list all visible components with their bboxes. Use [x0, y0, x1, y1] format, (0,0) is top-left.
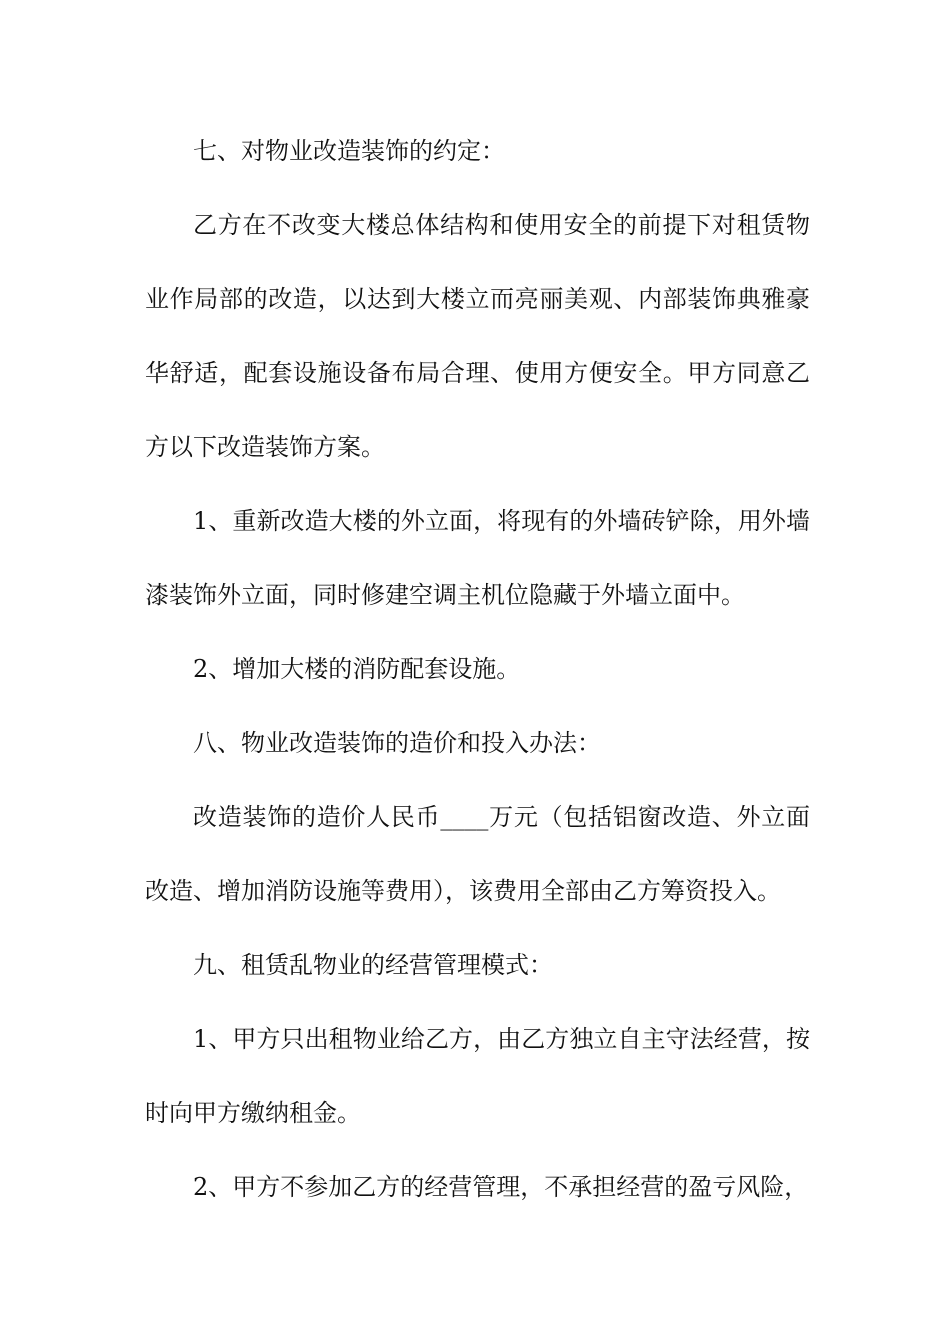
- paragraph-item-1-facade: 1、重新改造大楼的外立面，将现有的外墙砖铲除，用外墙漆装饰外立面，同时修建空调主机位隐藏于外墙立面中。: [145, 507, 810, 609]
- paragraph-cost: 改造装饰的造价人民币____万元（包括铝窗改造、外立面改造、增加消防设施等费用），该费用全部由乙方筹资投入。: [145, 803, 810, 905]
- section-heading-8: 八、物业改造装饰的造价和投入办法：: [193, 729, 601, 757]
- paragraph-renovation-terms: 乙方在不改变大楼总体结构和使用安全的前提下对租赁物业作局部的改造，以达到大楼立而亮丽美观、内部装饰典雅豪华舒适，配套设施设备布局合理、使用方便安全。甲方同意乙方以下改造装饰方案。: [145, 211, 810, 461]
- section-heading-9: 九、租赁乱物业的经营管理模式：: [193, 951, 553, 979]
- section-heading-7: 七、对物业改造装饰的约定：: [193, 137, 505, 165]
- paragraph-management-1: 1、甲方只出租物业给乙方，由乙方独立自主守法经营，按时向甲方缴纳租金。: [145, 1025, 810, 1127]
- paragraph-item-2-fire: 2、增加大楼的消防配套设施。: [193, 655, 521, 683]
- paragraph-management-2: 2、甲方不参加乙方的经营管理，不承担经营的盈亏风险，: [193, 1173, 809, 1201]
